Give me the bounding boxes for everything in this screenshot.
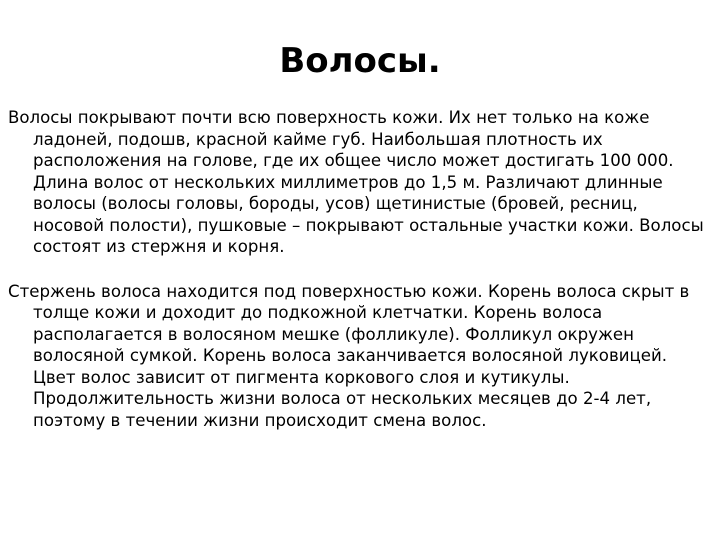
slide-body (8, 107, 708, 431)
paragraph-hair-overview: Волосы покрывают почти всю поверхность кожи. Их нет только на коже ладоней, подошв, красной кайме губ. Наибольшая плотность их расположения на голове, где их общее число может достигать 100 000. Длина волос от нескольких миллиметров до 1,5 м. Различают длинные волосы (волосы головы, бороды, усов) щетинистые (бровей, ресниц, носовой полости), пушковые – покрывают остальные участки кожи. Волосы состоят из стержня и корня. (8, 108, 704, 256)
paragraph-hair-structure: Стержень волоса находится под поверхностью кожи. Корень волоса скрыт в толще кожи и доходит до подкожной клетчатки. Корень волоса располагается в волосяном мешке (фолликуле). Фолликул окружен волосяной сумкой. Корень волоса заканчивается волосяной луковицей. Цвет волос зависит от пигмента коркового слоя и кутикулы. Продолжительность жизни волоса от нескольких месяцев до 2-4 лет, поэтому в течении жизни происходит смена волос. (8, 281, 690, 430)
slide-title: Волосы. (279, 41, 441, 81)
